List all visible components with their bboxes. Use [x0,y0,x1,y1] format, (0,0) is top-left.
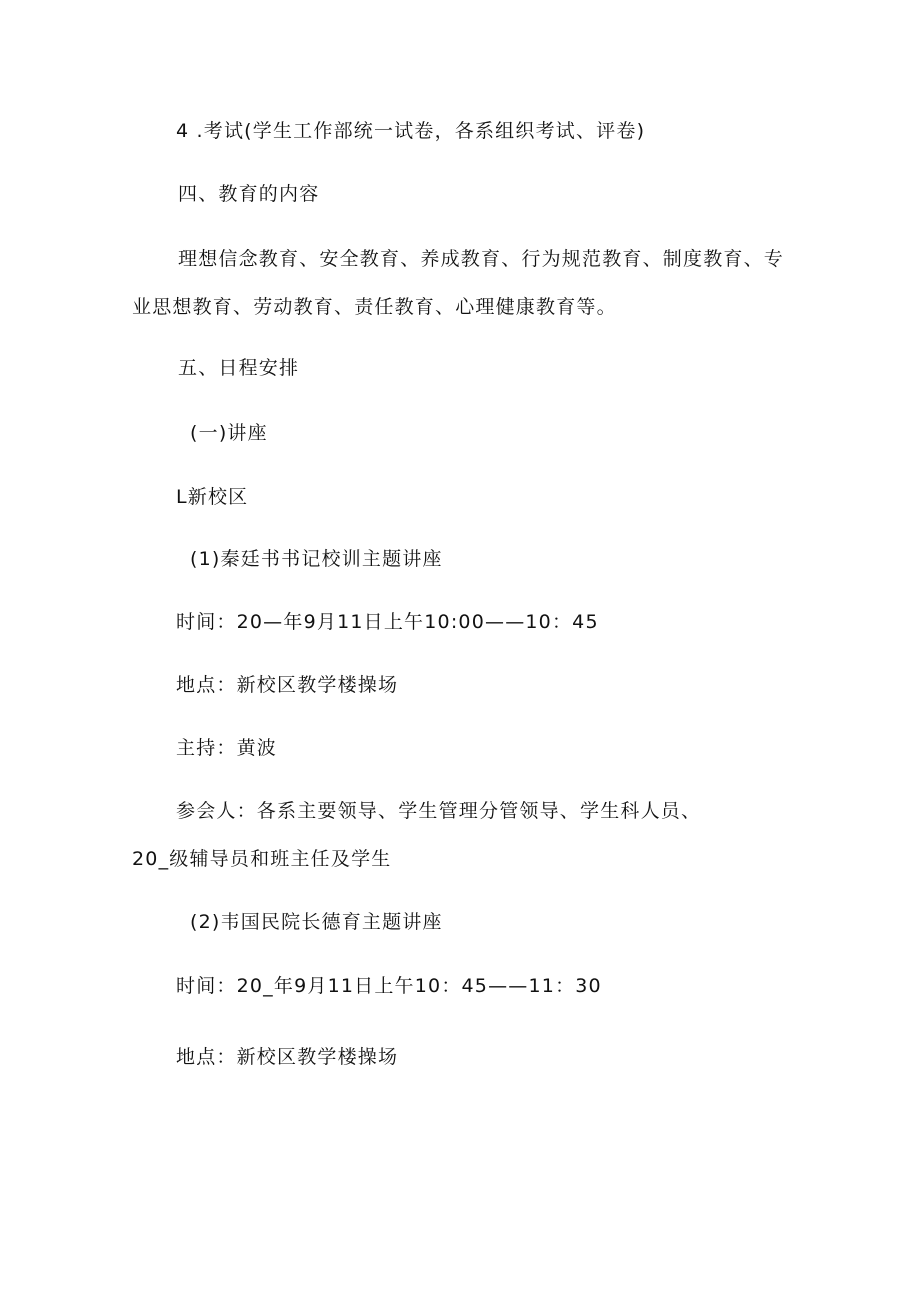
lecture-2-title: (2)韦国民院长德育主题讲座 [190,911,443,933]
section-heading-education-content: 四、教育的内容 [178,183,320,205]
lecture-2-location: 地点：新校区教学楼操场 [176,1046,399,1068]
education-content-paragraph-line-2: 业思想教育、劳动教育、责任教育、心理健康教育等。 [132,296,617,318]
lecture-1-host: 主持：黄波 [176,737,278,759]
education-content-paragraph-line-1: 理想信念教育、安全教育、养成教育、行为规范教育、制度教育、专 [178,248,785,270]
subsection-heading-lectures: (一)讲座 [190,422,268,444]
exam-item: 4 .考试(学生工作部统一试卷，各系组织考试、评卷) [176,120,646,142]
lecture-1-attendees-line-1: 参会人：各系主要领导、学生管理分管领导、学生科人员、 [176,800,702,822]
section-heading-schedule: 五、日程安排 [178,357,300,379]
lecture-1-title: (1)秦廷书书记校训主题讲座 [190,548,443,570]
lecture-1-location: 地点：新校区教学楼操场 [176,674,399,696]
lecture-1-attendees-line-2: 20_级辅导员和班主任及学生 [132,848,392,870]
lecture-2-time: 时间：20_年9月11日上午10：45——11：30 [176,975,602,997]
campus-heading: L新校区 [176,486,249,508]
lecture-1-time: 时间：20—年9月11日上午10:00——10：45 [176,611,599,633]
